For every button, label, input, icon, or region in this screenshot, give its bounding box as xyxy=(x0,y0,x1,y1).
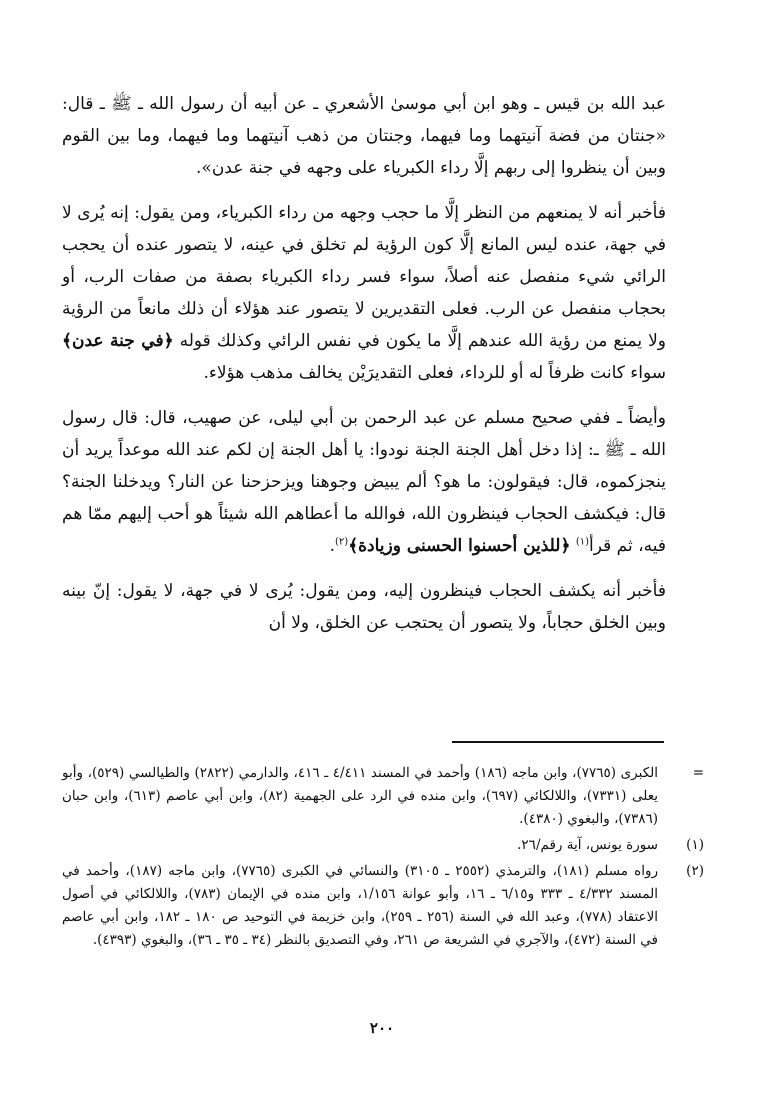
footnote-marker: = xyxy=(692,765,704,781)
footnote-marker: (٢) xyxy=(686,863,704,879)
footnote-text: رواه مسلم (١٨١)، والترمذي (٢٥٥٢ ـ ٣١٠٥) والنسائي في الكبرى (٧٧٦٥)، وابن ماجه (١٨٧)، وأحمد في المسند ٤/٣٣٢ ـ ٣٣٣ و٦/١٥ ـ ١٦، وأبو عوانة ١/١٥٦، وابن منده في الإيمان (٧٨٣)، واللالكائي في أصول الاعتقاد (٧٧٨)، وعبد الله في السنة (٢٥٦ ـ ٢٥٩)، وابن خزيمة في التوحيد ص ١٨٠ ـ ١٨٢، وابن أبي عاصم في السنة (٤٧٢)، والآجري في الشريعة ص ٢٦١، وفي التصديق بالنظر (٣٤ ـ ٣٥ ـ ٣٦)، والبغوي (٤٣٩٣). xyxy=(62,863,659,948)
paragraph-hijab xyxy=(62,575,666,639)
paragraph-end-mark: . xyxy=(329,536,335,556)
paragraph-hadith xyxy=(62,88,666,184)
quran-quote-husna: ﴿للذين أحسنوا الحسنى وزيادة﴾ xyxy=(348,536,571,556)
paragraph-hijab-text: فأخبر أنه يكشف الحجاب فينظرون إليه، ومن يقول: يُرى لا في جهة، لا يقول: إنّ بينه وبين الخلق حجاباً، ولا يتصور أن يحتجب عن الخلق، ولا أن xyxy=(62,581,666,633)
footnote-ref-2[interactable]: (٢) xyxy=(335,536,349,548)
paragraph-sahih-muslim-text: وأيضاً ـ ففي صحيح مسلم عن عبد الرحمن بن أبي ليلى، عن صهيب، قال: قال رسول الله ـ ﷺ ـ: إذا دخل أهل الجنة الجنة نودوا: يا أهل الجنة إن لكم عند الله موعداً يريد أن ينجزكموه، قال: فيقولون: ما هو؟ ألم يبيض وجوهنا ويزحزحنا عن النار؟ ويدخلنا الجنة؟ قال: فيكشف الحجاب فينظرون الله، فوالله ما أعطاهم الله شيئاً هو أحب إليهم ممّا هم فيه، ثم قرأ xyxy=(62,408,666,556)
paragraph-commentary-text-a: فأخبر أنه لا يمنعهم من النظر إلَّا ما حجب وجهه من رداء الكبرياء، ومن يقول: إنه يُرى لا في جهة، عنده ليس المانع إلَّا كون الرؤية لم تخلق في عينه، لا يتصور عنده أن يحجب الرائي شيء منفصل عنه أصلاً، سواء فسر رداء الكبرياء بصفة من صفات الرب، أو بحجاب منفصل عن الرب. فعلى التقديرين لا يتصور عند هؤلاء أن ذلك مانعاً من الرؤية ولا يمنع من رؤية الله عندهم إلَّا ما يكون في نفس الرائي وكذلك قوله xyxy=(62,203,667,351)
footnote-text: سورة يونس، آية رقم/٢٦. xyxy=(517,837,658,853)
footnote-divider xyxy=(452,741,664,743)
footnote-continued xyxy=(62,762,704,831)
page-number: ٢٠٠ xyxy=(369,1019,395,1037)
footnote-1 xyxy=(62,834,704,857)
paragraph-commentary-text-b: سواء كانت ظرفاً له أو للرداء، فعلى التقديرَيْن يخالف مذهب هؤلاء. xyxy=(203,363,666,383)
paragraph-sahih-muslim xyxy=(62,402,666,562)
footnote-marker: (١) xyxy=(686,837,704,853)
paragraph-hadith-text: عبد الله بن قيس ـ وهو ابن أبي موسىٰ الأشعري ـ عن أبيه أن رسول الله ـ ﷺ ـ قال: «جنتان من فضة آنيتهما وما فيهما، وجنتان من ذهب آنيتهما وما فيهما، وما بين القوم وبين أن ينظروا إلى ربهم إلَّا رداء الكبرياء على وجهه في جنة عدن». xyxy=(62,94,666,178)
quran-quote-jannat-adn: ﴿في جنة عدن﴾ xyxy=(62,331,174,351)
paragraph-commentary xyxy=(62,197,666,389)
footnote-text: الكبرى (٧٧٦٥)، وابن ماجه (١٨٦) وأحمد في المسند ٤/٤١١ ـ ٤١٦، والدارمي (٢٨٢٢) والطيالسي (٥٢٩)، وأبو يعلى (٧٣٣١)، واللالكائي (٦٩٧)، وابن منده في الرد على الجهمية (٨٢)، وابن أبي عاصم (٦١٣)، وابن حبان (٧٣٨٦)، والبغوي (٤٣٨٠). xyxy=(62,765,659,827)
footnotes xyxy=(62,762,704,955)
footnote-ref-1[interactable]: (١) xyxy=(575,536,590,548)
main-text xyxy=(62,88,666,652)
footnote-2 xyxy=(62,860,704,952)
